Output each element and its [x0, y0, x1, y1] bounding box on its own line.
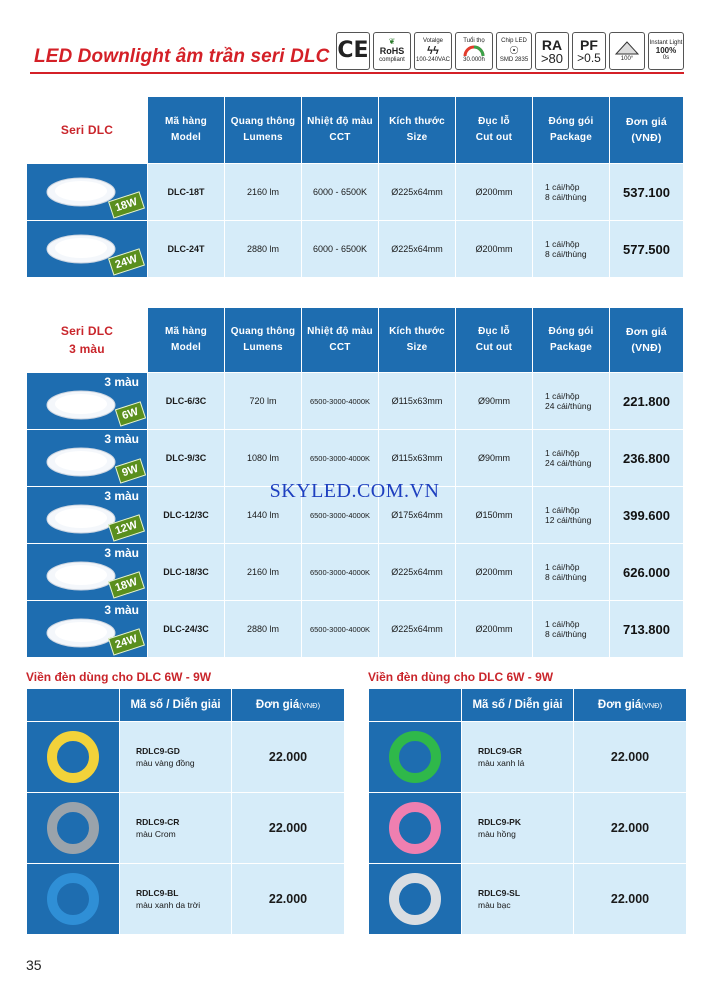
cell-size: Ø225x64mm [379, 164, 455, 220]
instant-light-badge [648, 32, 684, 70]
rim-image [369, 793, 461, 863]
wattage-badge: 9W [114, 458, 145, 483]
table-row [27, 601, 683, 657]
cell-cutout: Ø200mm [456, 164, 532, 220]
header-package: Đóng gói Package [533, 308, 609, 372]
rim-image [27, 722, 119, 792]
cell-model: DLC-12/3C [148, 487, 224, 543]
table-header-row [27, 689, 344, 721]
cell-cutout: Ø90mm [456, 373, 532, 429]
rim-left-table [26, 688, 345, 935]
cell-model: DLC-24/3C [148, 601, 224, 657]
header-price: Đơn giá(VNĐ) [232, 689, 344, 721]
beam-angle-badge [609, 32, 645, 70]
header-size: Kích thước Size [379, 308, 455, 372]
cell-lumens: 1080 lm [225, 430, 301, 486]
series-label: Seri DLC [27, 97, 147, 163]
product-image [27, 544, 147, 600]
header-price: Đơn giá (VNĐ) [610, 97, 683, 163]
watermark-text: SKYLED.COM.VN [269, 480, 440, 502]
rohs-badge [373, 32, 411, 70]
table-row [369, 793, 686, 863]
cell-lumens: 2160 lm [225, 544, 301, 600]
ra-value: >80 [540, 50, 564, 66]
header-package: Đóng gói Package [533, 97, 609, 163]
cell-model: DLC-9/3C [148, 430, 224, 486]
seri-dlc-table [26, 96, 684, 278]
tricolor-label: 3 màu [104, 546, 139, 560]
cell-cutout: Ø90mm [456, 430, 532, 486]
page-title: LED Downlight âm trần seri DLC [34, 46, 330, 67]
cell-model: DLC-18/3C [148, 544, 224, 600]
cell-package: 1 cái/hộp 8 cái/thùng [533, 221, 609, 277]
header-code: Mã số / Diễn giải [462, 689, 573, 721]
title-underline [30, 72, 684, 74]
rim-right-title: Viền đèn dùng cho DLC 6W - 9W [368, 670, 554, 684]
rim-info: RDLC9-CR màu Crom [120, 793, 231, 863]
cell-cct: 6500-3000-4000K [302, 430, 378, 486]
product-image [27, 221, 147, 277]
cell-price: 236.800 [610, 430, 683, 486]
header-price: Đơn giá (VNĐ) [610, 308, 683, 372]
rim-info: RDLC9-GR màu xanh lá [462, 722, 573, 792]
downlight-image [45, 615, 117, 649]
cell-lumens: 2160 lm [225, 164, 301, 220]
header-lumens: Quang thông Lumens [225, 97, 301, 163]
leaf-icon: ❦ [388, 37, 396, 47]
downlight-image [45, 231, 117, 265]
cell-price: 221.800 [610, 373, 683, 429]
cell-lumens: 720 lm [225, 373, 301, 429]
table-row [369, 864, 686, 934]
downlight-image [45, 558, 117, 592]
cell-size: Ø115x63mm [379, 430, 455, 486]
cell-price: 713.800 [610, 601, 683, 657]
cell-model: DLC-18T [148, 164, 224, 220]
rim-info: RDLC9-GD màu vàng đồng [120, 722, 231, 792]
header-cutout: Đục lỗ Cut out [456, 308, 532, 372]
voltage-value: 100-240VAC [416, 57, 450, 64]
cell-size: Ø225x64mm [379, 544, 455, 600]
header-blank [369, 689, 461, 721]
voltage-badge [414, 32, 452, 70]
cell-cct: 6500-3000-4000K [302, 373, 378, 429]
cell-price: 577.500 [610, 221, 683, 277]
rim-ring-gold [47, 731, 99, 783]
cell-size: Ø115x63mm [379, 373, 455, 429]
header-cct: Nhiệt độ màu CCT [302, 308, 378, 372]
rim-price: 22.000 [574, 722, 686, 792]
cell-size: Ø225x64mm [379, 601, 455, 657]
rim-image [27, 864, 119, 934]
rim-price: 22.000 [232, 722, 344, 792]
cell-price: 626.000 [610, 544, 683, 600]
table-row [27, 373, 683, 429]
product-image [27, 430, 147, 486]
rim-left-title: Viền đèn dùng cho DLC 6W - 9W [26, 670, 212, 684]
cell-package: 1 cái/hộp 24 cái/thùng [533, 430, 609, 486]
page-number: 35 [26, 957, 42, 973]
downlight-image [45, 387, 117, 421]
pf-label: PF [580, 37, 598, 53]
ce-label: CE [337, 38, 369, 63]
table-row [27, 221, 683, 277]
cell-lumens: 2880 lm [225, 601, 301, 657]
table-row [369, 722, 686, 792]
header-blank [27, 689, 119, 721]
cell-size: Ø225x64mm [379, 221, 455, 277]
downlight-image [45, 501, 117, 535]
bulb-icon: ☉ [509, 44, 519, 57]
instant-label: Instant Light [649, 40, 683, 46]
cell-model: DLC-24T [148, 221, 224, 277]
wattage-badge: 18W [108, 191, 145, 218]
cell-cct: 6500-3000-4000K [302, 544, 378, 600]
lifetime-badge [455, 32, 493, 70]
product-image [27, 164, 147, 220]
ra-label: RA [541, 36, 563, 53]
rim-price: 22.000 [232, 793, 344, 863]
rohs-sub: compliant [379, 57, 405, 64]
tricolor-label: 3 màu [104, 603, 139, 617]
certification-strip [336, 32, 684, 72]
downlight-image [45, 444, 117, 478]
cell-package: 1 cái/hộp 12 cái/thùng [533, 487, 609, 543]
table-row [27, 722, 344, 792]
rim-info: RDLC9-BL màu xanh da trời [120, 864, 231, 934]
table-row [27, 430, 683, 486]
header-size: Kích thước Size [379, 97, 455, 163]
chip-label: Chip LED [501, 38, 527, 45]
rohs-label: RoHS [379, 46, 405, 57]
chip-value: SMD 2835 [499, 57, 529, 64]
voltage-label: Votalge [422, 38, 444, 45]
cell-price: 399.600 [610, 487, 683, 543]
wattage-badge: 6W [114, 401, 145, 426]
cell-package: 1 cái/hộp 24 cái/thùng [533, 373, 609, 429]
wattage-badge: 24W [108, 248, 145, 275]
table-row [27, 793, 344, 863]
cell-cct: 6500-3000-4000K [302, 601, 378, 657]
pf-badge [572, 32, 606, 70]
life-label: Tuổi thọ [463, 38, 485, 45]
downlight-image [45, 174, 117, 208]
pf-value: >0.5 [577, 51, 601, 65]
rim-info: RDLC9-PK màu hồng [462, 793, 573, 863]
header-model: Mã hàng Model [148, 97, 224, 163]
beam-angle-icon [614, 40, 640, 56]
life-value: 30.000h [463, 57, 485, 63]
rim-ring-chrome [47, 802, 99, 854]
wattage-badge: 12W [108, 514, 145, 541]
chip-badge [496, 32, 532, 70]
rim-image [369, 864, 461, 934]
table-row [27, 544, 683, 600]
tricolor-label: 3 màu [104, 375, 139, 389]
cell-cct: 6500-3000-4000K [302, 487, 378, 543]
instant-sub: 0s [662, 55, 670, 62]
cell-lumens: 1440 lm [225, 487, 301, 543]
tricolor-label: 3 màu [104, 489, 139, 503]
rim-ring-silver [389, 873, 441, 925]
header-cct: Nhiệt độ màu CCT [302, 97, 378, 163]
rim-price: 22.000 [574, 864, 686, 934]
wattage-badge: 24W [108, 628, 145, 655]
rim-ring-blue [47, 873, 99, 925]
wattage-badge: 18W [108, 571, 145, 598]
series-label: Seri DLC 3 màu [27, 308, 147, 372]
rim-right-table [368, 688, 687, 935]
rim-ring-pink [389, 802, 441, 854]
rim-ring-green [389, 731, 441, 783]
rim-info: RDLC9-SL màu bạc [462, 864, 573, 934]
cell-size: Ø175x64mm [379, 487, 455, 543]
gauge-icon [463, 45, 485, 57]
angle-value: 100° [620, 55, 634, 62]
ra-badge [535, 32, 569, 70]
instant-value: 100% [655, 45, 677, 55]
product-image [27, 601, 147, 657]
table-header-row [27, 308, 683, 372]
cell-lumens: 2880 lm [225, 221, 301, 277]
cell-cutout: Ø200mm [456, 221, 532, 277]
cell-cutout: Ø200mm [456, 544, 532, 600]
cell-model: DLC-6/3C [148, 373, 224, 429]
cell-cct: 6000 - 6500K [302, 221, 378, 277]
rim-price: 22.000 [232, 864, 344, 934]
rim-image [27, 793, 119, 863]
header-cutout: Đục lỗ Cut out [456, 97, 532, 163]
rim-price: 22.000 [574, 793, 686, 863]
lightning-icon: ϟϟ [427, 44, 439, 57]
rim-image [369, 722, 461, 792]
ce-mark [336, 32, 370, 70]
header-price: Đơn giá(VNĐ) [574, 689, 686, 721]
cell-price: 537.100 [610, 164, 683, 220]
header-model: Mã hàng Model [148, 308, 224, 372]
table-row [27, 164, 683, 220]
cell-cct: 6000 - 6500K [302, 164, 378, 220]
header-lumens: Quang thông Lumens [225, 308, 301, 372]
cell-cutout: Ø150mm [456, 487, 532, 543]
cell-package: 1 cái/hộp 8 cái/thùng [533, 164, 609, 220]
table-header-row [27, 97, 683, 163]
cell-cutout: Ø200mm [456, 601, 532, 657]
cell-package: 1 cái/hộp 8 cái/thùng [533, 544, 609, 600]
cell-package: 1 cái/hộp 8 cái/thùng [533, 601, 609, 657]
tricolor-label: 3 màu [104, 432, 139, 446]
product-image [27, 373, 147, 429]
table-row [27, 864, 344, 934]
table-header-row [369, 689, 686, 721]
header-code: Mã số / Diễn giải [120, 689, 231, 721]
